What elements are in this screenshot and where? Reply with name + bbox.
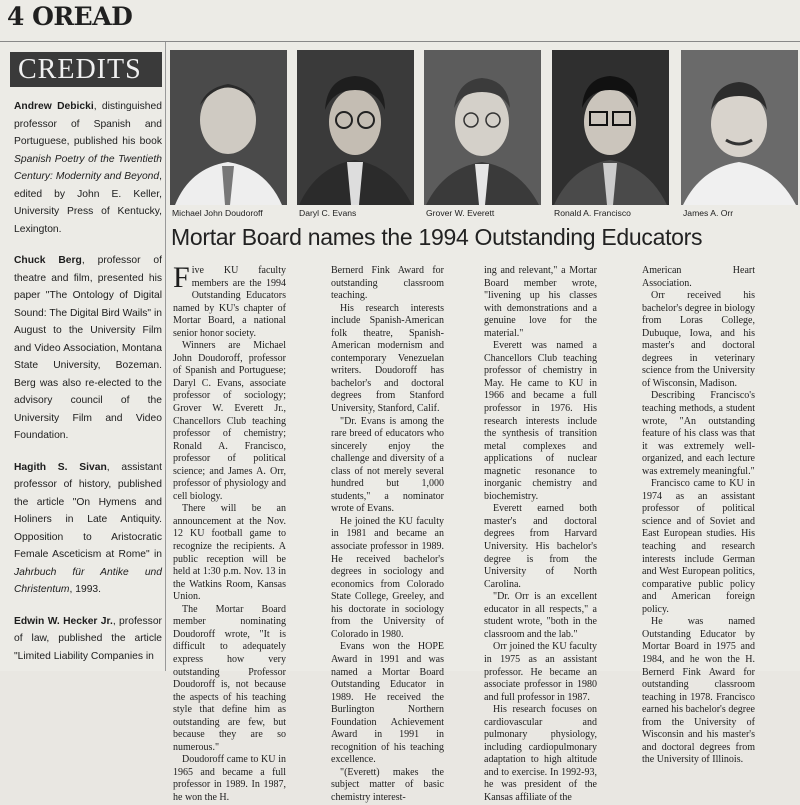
portrait-photo — [424, 50, 541, 205]
article-paragraph: Orr joined the KU faculty in 1975 as an assistant professor. He became an associate professor in 1980 and full professor in 1987. — [484, 641, 597, 703]
article-column-2 — [331, 265, 444, 805]
article-paragraph: American Heart Association. — [642, 265, 755, 289]
article-paragraph: "(Everett) makes the subject matter of basic chemistry interest- — [331, 766, 444, 803]
article-paragraph: Bernerd Fink Award for outstanding classroom teaching. — [331, 265, 444, 302]
article-paragraph: Evans won the HOPE Award in 1991 and was named a Mortar Board Outstanding Educator in 1989. He received the Burlington Northern Foundation Achievement Award in 1991 in recognition of his teaching excellence. — [331, 641, 444, 766]
portrait-photo — [681, 50, 798, 205]
article-paragraph: Francisco came to KU in 1974 as an assistant professor of political science and of Soviet and East European studies. His teaching and research interests include German and West European politics, comparative public policy and American foreign policy. — [642, 478, 755, 615]
portrait-photo — [297, 50, 414, 205]
article-paragraph: Describing Francisco's teaching methods, a student wrote, "An outstanding feature of his class was that it was extremely well-organized, and each lecture was extremely meaningful." — [642, 390, 755, 477]
article-column-3 — [484, 265, 597, 805]
article-paragraph: His research focuses on cardiovascular and pulmonary physiology, including cardiopulmonary adaptation to high altitude and to exercise. In 1992-93, he was president of the Kansas affiliate of the — [484, 704, 597, 803]
article-paragraph: Winners are Michael John Doudoroff, professor of Spanish and Portuguese; Daryl C. Evans, associate professor of sociology; Grover W. Everett Jr., Chancellors Club teaching professor of chemistry; Ronald A. Francisco, professor of political science; and James A. Orr, professor of physiology and cell biology. — [173, 340, 286, 502]
article-paragraph: Everett earned both master's and doctoral degrees from Harvard University. His bachelor's degree is from the University of North Carolina. — [484, 503, 597, 590]
headline: Mortar Board names the 1994 Outstanding Educators — [171, 224, 703, 250]
article-paragraph: He was named Outstanding Educator by Mortar Board in 1975 and 1984, and he won the H. Bernerd Fink Award for outstanding classroom teaching in 1978. Francisco earned his bachelor's degree from the University of Wisconsin and his master's and doctoral degrees from the University of Illinois. — [642, 616, 755, 766]
photo-caption: Michael John Doudoroff — [172, 208, 263, 218]
drop-cap: F — [173, 261, 190, 294]
masthead: 4 OREAD — [7, 2, 133, 31]
photo-caption: Daryl C. Evans — [299, 208, 357, 218]
credit-entry: Edwin W. Hecker Jr., professor of law, published the article "Limited Liability Companies in — [14, 615, 162, 662]
article-column-4 — [642, 265, 755, 767]
credit-entry: Chuck Berg, professor of theatre and film, presented his paper "The Ontology of Digital Sound: The Digital Bird Wails" in August to the University Film and Video Association, Montana State University, Bozeman. Berg was also re-elected to the advisory council of the University Film and Video Foundation. — [14, 255, 162, 441]
article-paragraph: "Dr. Evans is among the rare breed of educators who sincerely enjoy the challenge and diversity of a class of not merely several hundred but 1,000 students," a nominator wrote of Evans. — [331, 415, 444, 515]
article-column-1 — [173, 261, 286, 805]
portrait-photo — [552, 50, 669, 205]
photo-caption: James A. Orr — [683, 208, 734, 218]
top-rule — [0, 41, 800, 42]
article-paragraph: Orr received his bachelor's degree in biology from Loras College, Dubuque, Iowa, and his master's and doctoral degrees in veterinary science from the University of Wisconsin, Madison. — [642, 290, 755, 389]
column-divider — [165, 42, 166, 671]
photo-caption: Ronald A. Francisco — [554, 208, 631, 218]
article-paragraph: There will be an announcement at the Nov. 12 KU football game to recognize the recipients. A public reception will be held at 1:30 p.m. Nov. 13 in the Watkins Room, Kansas Union. — [173, 503, 286, 603]
credits-heading: CREDITS — [10, 52, 162, 87]
credit-entry: Andrew Debicki, distinguished professor of Spanish and Portuguese, published his book Spanish Poetry of the Twentieth Century: Modernity and Beyond, edited by John E. Keller, University Press of Kentucky, Lexington. — [14, 101, 162, 235]
article-paragraph: His research interests include Spanish-American folk theatre, Spanish-American modernism and contemporary Venezuelan writers. Doudoroff has bachelor's and doctoral degrees from Stanford University, Stanford, Calif. — [331, 302, 444, 415]
article-paragraph: He joined the KU faculty in 1981 and became an associate professor in 1989. He received bachelor's degrees in sociology and economics from Colorado State College, Greeley, and his doctorate in sociology from the University of Colorado in 1980. — [331, 515, 444, 640]
credits-sidebar — [14, 98, 162, 679]
article-paragraph: The Mortar Board member nominating Doudoroff wrote, "It is difficult to adequately express how very outstanding Professor Doudoroff is, not because the aspects of his teaching style that define him as outstanding are few, but because they are so numerous." — [173, 603, 286, 753]
credit-entry: Hagith S. Sivan, assistant professor of history, published the article "On Hymens and Holiners in Late Antiquity. Opposition to Aristocratic Female Asceticism at Rome" in Jahrbuch für Antike und Christentum, 1993. — [14, 461, 162, 595]
portrait-photo — [170, 50, 287, 205]
article-paragraph: Everett was named a Chancellors Club teaching professor of chemistry in May. He came to KU in 1966 and became a full professor in 1976. His research interests include the synthesis of transition metal complexes and applications of nuclear magnetic resonance to inorganic chemistry and biochemistry. — [484, 340, 597, 502]
article-paragraph: "Dr. Orr is an excellent educator in all respects," a student wrote, "both in the classroom and the lab." — [484, 591, 597, 640]
photo-caption: Grover W. Everett — [426, 208, 495, 218]
article-paragraph: Doudoroff came to KU in 1965 and became a full professor in 1989. In 1987, he won the H. — [173, 754, 286, 803]
article-paragraph: Five KU faculty members are the 1994 Outstanding Educators named by KU's chapter of Mortar Board, a national senior honor society. — [173, 261, 286, 339]
article-paragraph: ing and relevant," a Mortar Board member wrote, "livening up his classes with demonstrations and a genuine love for the material." — [484, 265, 597, 339]
